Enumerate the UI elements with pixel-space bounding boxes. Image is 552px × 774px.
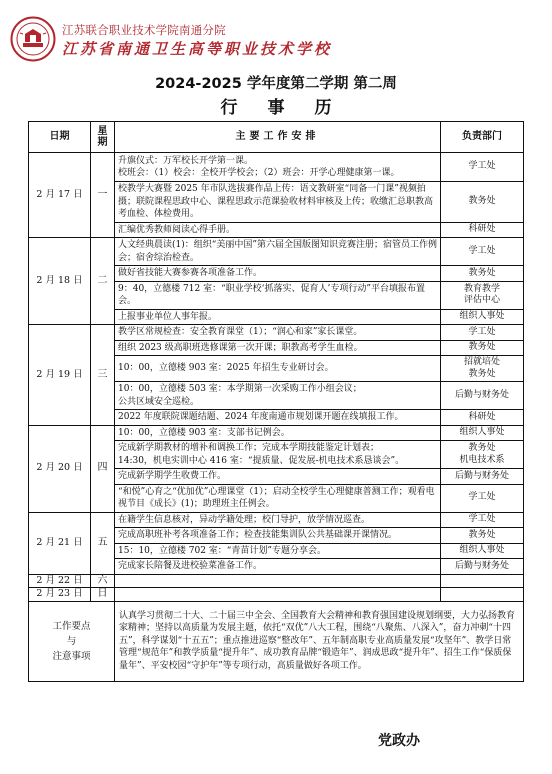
day-weekday: 五	[91, 512, 115, 574]
responsible-dept: 后勤与财务处	[441, 559, 524, 575]
responsible-dept: 教务处 机电技术系	[441, 441, 524, 469]
responsible-dept: 招就培处 教务处	[441, 356, 524, 382]
page-subtitle: 行事历	[220, 98, 362, 118]
schedule-item: 完成家长陪餐及进校验菜准备工作。	[115, 559, 441, 575]
schedule-item: 15：10，立德楼 702 室：“青苗计划”专题分享会。	[115, 543, 441, 559]
schedule-item	[115, 588, 441, 602]
responsible-dept	[441, 574, 524, 588]
responsible-dept: 学工处	[441, 238, 524, 266]
responsible-dept: 科研处	[441, 222, 524, 238]
responsible-dept: 组织人事处	[441, 543, 524, 559]
table-row	[29, 574, 524, 588]
schedule-body	[29, 153, 524, 602]
responsible-dept: 教务处	[441, 182, 524, 223]
school-name-calligraphy: 江苏省南通卫生高等职业技术学校	[62, 40, 333, 58]
footer-signature: 党政办	[378, 733, 420, 749]
table-row	[29, 325, 524, 341]
header-date: 日期	[29, 122, 91, 153]
schedule-item: 升旗仪式：万军校长开学第一课。 校班会：（1）校会：全校开学校会；（2）班会：开学心理健康第一课。	[115, 153, 441, 182]
schedule-item: 完成高职班补考各项准备工作；检查技能集训队公共基础课开课情况。	[115, 528, 441, 544]
day-date: 2 月 20 日	[29, 425, 91, 512]
table-row	[29, 425, 524, 441]
schedule-item: 教学区常规检查：安全教育课堂（1）；“润心和家”家长课堂。	[115, 325, 441, 341]
responsible-dept: 学工处	[441, 512, 524, 528]
responsible-dept: 学工处	[441, 325, 524, 341]
schedule-item: 在籍学生信息核对，异动学籍处理；校门导护，放学情况巡查。	[115, 512, 441, 528]
schedule-item: 10：00，立德楼 903 室：支部书记例会。	[115, 425, 441, 441]
schedule-item: 完成新学期教材的增补和调换工作；完成本学期技能鉴定计划表； 14:30，机电实训中心 416 室：“提质量、促发展-机电技术系恳谈会”。	[115, 441, 441, 469]
day-date: 2 月 18 日	[29, 238, 91, 325]
responsible-dept: 后勤与财务处	[441, 469, 524, 485]
day-date: 2 月 22 日	[29, 574, 91, 588]
focus-label: 工作要点 与 注意事项	[29, 601, 115, 681]
focus-text: 认真学习贯彻二十大、二十届三中全会、全国教育大会精神和教育强国建设规划纲要，大力弘扬教育家精神；坚持以高质量为发展主题，依托“双优”八大工程，围绕“八聚焦、八深入”，奋力冲刺“十四五”，科学谋划“十五五”；重点推进巡察“整改年”、五年制高职专业高质量发展“攻坚年”、教学日常管理“规范年”和教学质量“提升年”、成功教育品牌“锻造年”、润成思政“提升年”、招生工作“保质保量年”、平安校园“守护年”等专项行动，高质量做好各项工作。	[115, 601, 524, 681]
responsible-dept: 教务处	[441, 266, 524, 282]
schedule-item: 2022 年度联院课题结题、2024 年度南通市规划课开题在线填报工作。	[115, 410, 441, 426]
focus-row	[29, 601, 524, 681]
responsible-dept: 学工处	[441, 484, 524, 512]
schedule-item: 上报事业单位人事年报。	[115, 309, 441, 325]
responsible-dept	[441, 588, 524, 602]
responsible-dept: 教务处	[441, 528, 524, 544]
responsible-dept: 组织人事处	[441, 425, 524, 441]
day-date: 2 月 19 日	[29, 325, 91, 426]
school-name: 江苏联合职业技术学院南通分院	[62, 23, 226, 37]
schedule-item: 做好省技能大赛参赛各项准备工作。	[115, 266, 441, 282]
table-row	[29, 153, 524, 182]
day-weekday: 一	[91, 153, 115, 238]
schedule-item: 校教学大赛暨 2025 年市队选拔赛作品上传：语文教研室“同备一门课”视频拍摄；联院课程思政中心、课程思政示范课验收材料审核及上传；收缴汇总职教高考血检、体检费用。	[115, 182, 441, 223]
schedule-item	[115, 574, 441, 588]
day-date: 2 月 17 日	[29, 153, 91, 238]
table-row	[29, 238, 524, 266]
day-date: 2 月 21 日	[29, 512, 91, 574]
day-date: 2 月 23 日	[29, 588, 91, 602]
schedule-item: 人文经典晨读(1)：组织“美丽中国”第六届全国版图知识竞赛注册；宿管员工作例会；宿舍综治检查。	[115, 238, 441, 266]
day-weekday: 四	[91, 425, 115, 512]
responsible-dept: 科研处	[441, 410, 524, 426]
header-items: 主要工作安排	[115, 122, 441, 153]
day-weekday: 六	[91, 574, 115, 588]
school-logo-icon	[10, 16, 56, 62]
table-row	[29, 512, 524, 528]
schedule-item: 组织 2023 级高职班选修课第一次开课；职教高考学生血检。	[115, 340, 441, 356]
responsible-dept: 后勤与财务处	[441, 382, 524, 410]
schedule-item: 完成新学期学生收费工作。	[115, 469, 441, 485]
responsible-dept: 教务处	[441, 340, 524, 356]
header-weekday: 星 期	[91, 122, 115, 153]
schedule-item: “和悦”心育之“优加优”心理课堂（1）；启动全校学生心理健康普测工作；观看电视节目《成长》(1)；助理班主任例会。	[115, 484, 441, 512]
header-dept: 负责部门	[441, 122, 524, 153]
page-header	[10, 16, 333, 62]
table-row	[29, 588, 524, 602]
schedule-table	[28, 121, 524, 682]
schedule-item: 汇编优秀教师阅读心得手册。	[115, 222, 441, 238]
responsible-dept: 学工处	[441, 153, 524, 182]
schedule-item: 10：00，立德楼 503 室：本学期第一次采购工作小组会议； 公共区域安全巡检。	[115, 382, 441, 410]
day-weekday: 日	[91, 588, 115, 602]
page-title: 2024-2025 学年度第二学期 第二周	[155, 76, 397, 92]
schedule-item: 9：40，立德楼 712 室：“职业学校‘抓落实、促育人’专项行动”平台填报布置会。	[115, 281, 441, 309]
responsible-dept: 组织人事处	[441, 309, 524, 325]
day-weekday: 三	[91, 325, 115, 426]
schedule-item: 10：00，立德楼 903 室：2025 年招生专业研讨会。	[115, 356, 441, 382]
responsible-dept: 教育教学 评估中心	[441, 281, 524, 309]
day-weekday: 二	[91, 238, 115, 325]
